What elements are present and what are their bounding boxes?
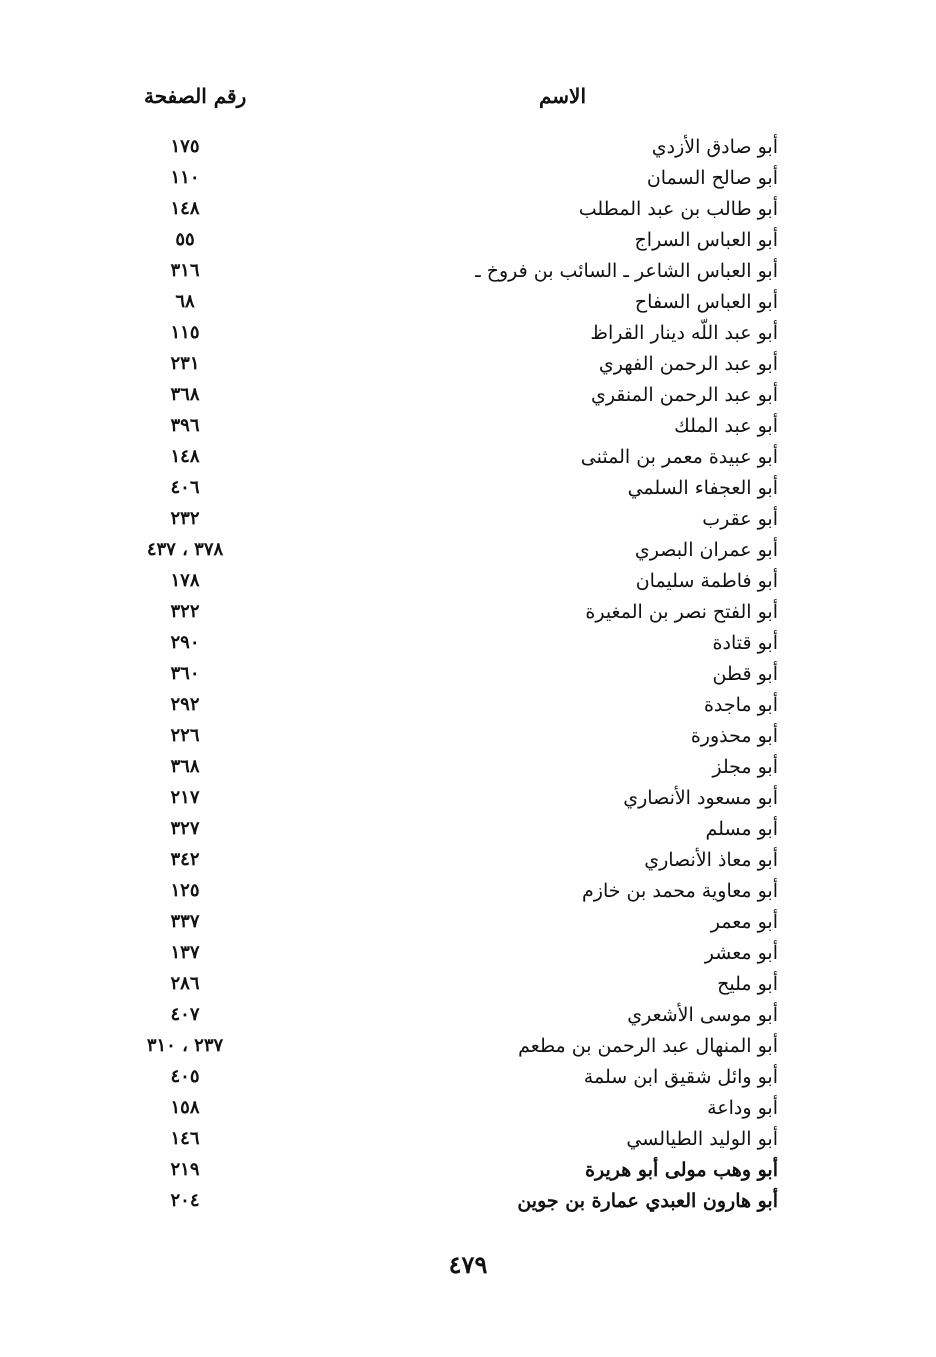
entry-page: ٣٢٢ [170,601,200,622]
entry-page: ١٧٨ [170,570,200,591]
entry-page: ٣٦٠ [170,663,200,684]
entry-page: ٤٠٧ [170,1004,200,1025]
entry-name: أبو وائل شقيق ابن سلمة [583,1066,778,1088]
entry-page: ٢٣٧ ، ٣١٠ [146,1035,224,1056]
entry-name: أبو عبد الرحمن الفهري [598,353,778,375]
list-item [0,661,936,692]
entry-page: ٤٠٦ [170,477,200,498]
list-item [0,1064,936,1095]
list-item [0,1157,936,1188]
list-item [0,754,936,785]
page-column-heading: رقم الصفحة [144,84,247,108]
list-item [0,227,936,258]
entry-name: أبو وهب مولى أبو هريرة [585,1159,778,1181]
entry-name: أبو مسلم [705,818,778,840]
entry-page: ٢٠٤ [170,1190,200,1211]
entry-page: ٣٩٦ [170,415,200,436]
entry-name: أبو عبد اللّه دينار القراظ [590,322,778,344]
entry-page: ٣٦٨ [170,384,200,405]
entry-page: ١٢٥ [170,880,200,901]
entry-name: أبو العباس السفاح [634,291,778,313]
entry-name: أبو الفتح نصر بن المغيرة [585,601,778,623]
entry-page: ٦٨ [175,291,195,312]
entry-page: ١٥٨ [170,1097,200,1118]
list-item [0,475,936,506]
index-header [0,84,936,120]
list-item [0,165,936,196]
entry-name: أبو معاذ الأنصاري [644,849,778,871]
entry-page: ٣٣٧ [170,911,200,932]
index-list [0,134,936,1219]
list-item [0,382,936,413]
entry-name: أبو الوليد الطيالسي [626,1128,778,1150]
list-item [0,1095,936,1126]
list-item [0,134,936,165]
list-item [0,444,936,475]
list-item [0,289,936,320]
list-item [0,940,936,971]
entry-name: أبو المنهال عبد الرحمن بن مطعم [518,1035,778,1057]
entry-name: أبو طالب بن عبد المطلب [578,198,778,220]
list-item [0,320,936,351]
entry-name: أبو معاوية محمد بن خازم [582,880,778,902]
list-item [0,692,936,723]
entry-page: ٣٤٢ [170,849,200,870]
entry-page: ٢١٧ [170,787,200,808]
list-item [0,816,936,847]
list-item [0,723,936,754]
entry-page: ١٧٥ [170,136,200,157]
list-item [0,1002,936,1033]
entry-name: أبو العجفاء السلمي [627,477,778,499]
entry-name: أبو صالح السمان [646,167,778,189]
list-item [0,878,936,909]
entry-page: ١١٥ [170,322,200,343]
entry-name: أبو فاطمة سليمان [635,570,778,592]
list-item [0,196,936,227]
entry-page: ٢٣١ [170,353,200,374]
list-item [0,1126,936,1157]
entry-name: أبو قطن [712,663,778,685]
entry-name: أبو هارون العبدي عمارة بن جوين [517,1190,778,1212]
entry-page: ٢٩٢ [170,694,200,715]
entry-name: أبو محذورة [690,725,778,747]
list-item [0,909,936,940]
list-item [0,506,936,537]
entry-page: ٢٨٦ [170,973,200,994]
entry-name: أبو عبد الملك [674,415,778,437]
entry-page: ١٤٦ [170,1128,200,1149]
entry-name: أبو معشر [704,942,778,964]
entry-name: أبو عبد الرحمن المنقري [590,384,778,406]
entry-page: ٣٦٨ [170,756,200,777]
entry-page: ٣٢٧ [170,818,200,839]
list-item [0,599,936,630]
list-item [0,351,936,382]
entry-name: أبو ماجدة [703,694,778,716]
entry-name: أبو عمران البصري [634,539,778,561]
entry-page: ١٤٨ [170,198,200,219]
entry-page: ٢٢٦ [170,725,200,746]
entry-name: أبو العباس الشاعر ـ السائب بن فروخ ـ [475,260,778,282]
entry-page: ٢٩٠ [170,632,200,653]
entry-name: أبو عقرب [702,508,778,530]
entry-name: أبو صادق الأزدي [651,136,778,158]
list-item [0,1033,936,1064]
entry-page: ٢٣٢ [170,508,200,529]
entry-page: ٥٥ [175,229,195,250]
entry-name: أبو قتادة [712,632,778,654]
entry-page: ١٤٨ [170,446,200,467]
list-item [0,847,936,878]
list-item [0,258,936,289]
entry-name: أبو مليح [717,973,778,995]
entry-name: أبو موسى الأشعري [627,1004,778,1026]
entry-name: أبو العباس السراج [634,229,778,251]
entry-name: أبو معمر [710,911,778,933]
list-item [0,630,936,661]
list-item [0,971,936,1002]
entry-page: ٢١٩ [170,1159,200,1180]
entry-page: ١٣٧ [170,942,200,963]
entry-page: ٤٠٥ [170,1066,200,1087]
entry-page: ٣٧٨ ، ٤٣٧ [146,539,224,560]
list-item [0,1188,936,1219]
entry-page: ١١٠ [170,167,200,188]
page-number: ٤٧٩ [448,1250,488,1279]
list-item [0,568,936,599]
list-item [0,537,936,568]
entry-page: ٣١٦ [170,260,200,281]
entry-name: أبو عبيدة معمر بن المثنى [580,446,778,468]
list-item [0,413,936,444]
entry-name: أبو مجلز [712,756,778,778]
name-column-heading: الاسم [538,84,586,108]
entry-name: أبو وداعة [707,1097,778,1119]
entry-name: أبو مسعود الأنصاري [623,787,778,809]
list-item [0,785,936,816]
